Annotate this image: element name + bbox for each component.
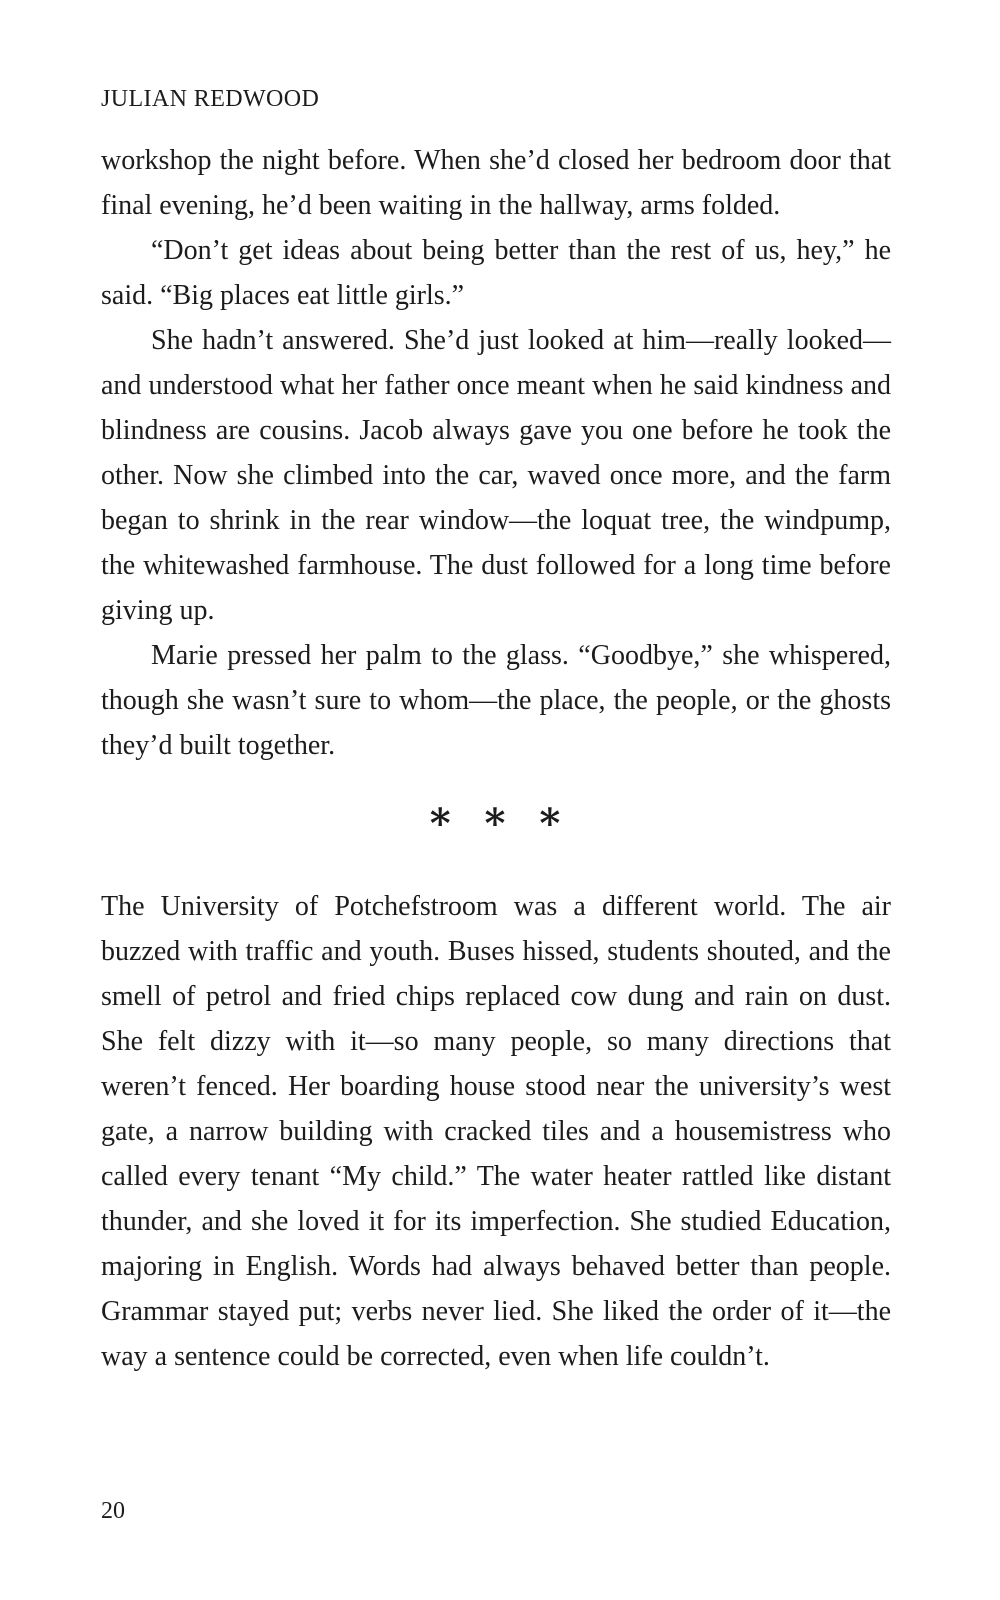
scene-break: * * * [429,800,571,847]
text-block-after-break [101,884,891,1379]
paragraph: The University of Potchefstroom was a different world. The air buzzed with traffic and youth. Buses hissed, students shouted, and the smell of petrol and fried chips replaced cow dung and rain on dust. She felt dizzy with it—so many people, so many directions that weren’t fenced. Her boarding house stood near the university’s west gate, a narrow building with cracked tiles and a housemistress who called every tenant “My child.” The water heater rattled like distant thunder, and she loved it for its imperfection. She studied Education, majoring in English. Words had always behaved better than people. Grammar stayed put; verbs never lied. She liked the order of it—the way a sentence could be corrected, even when life couldn’t. [101,891,891,1372]
paragraph-continued: workshop the night before. When she’d closed her bedroom door that final evening, he’d been waiting in the hallway, arms folded. [101,145,891,221]
paragraph: “Don’t get ideas about being better than the rest of us, hey,” he said. “Big places eat little girls.” [101,235,891,311]
page-number: 20 [101,1498,125,1524]
text-block-before-break [101,138,891,768]
paragraph: Marie pressed her palm to the glass. “Goodbye,” she whispered, though she wasn’t sure to whom—the place, the people, or the ghosts they’d built together. [101,640,891,761]
running-header: JULIAN REDWOOD [101,86,320,112]
paragraph: She hadn’t answered. She’d just looked at him—really looked—and understood what her father once meant when he said kindness and blindness are cousins. Jacob always gave you one before he took the other. Now she climbed into the car, waved once more, and the farm began to shrink in the rear window—the loquat tree, the windpump, the whitewashed farmhouse. The dust followed for a long time before giving up. [101,325,891,626]
